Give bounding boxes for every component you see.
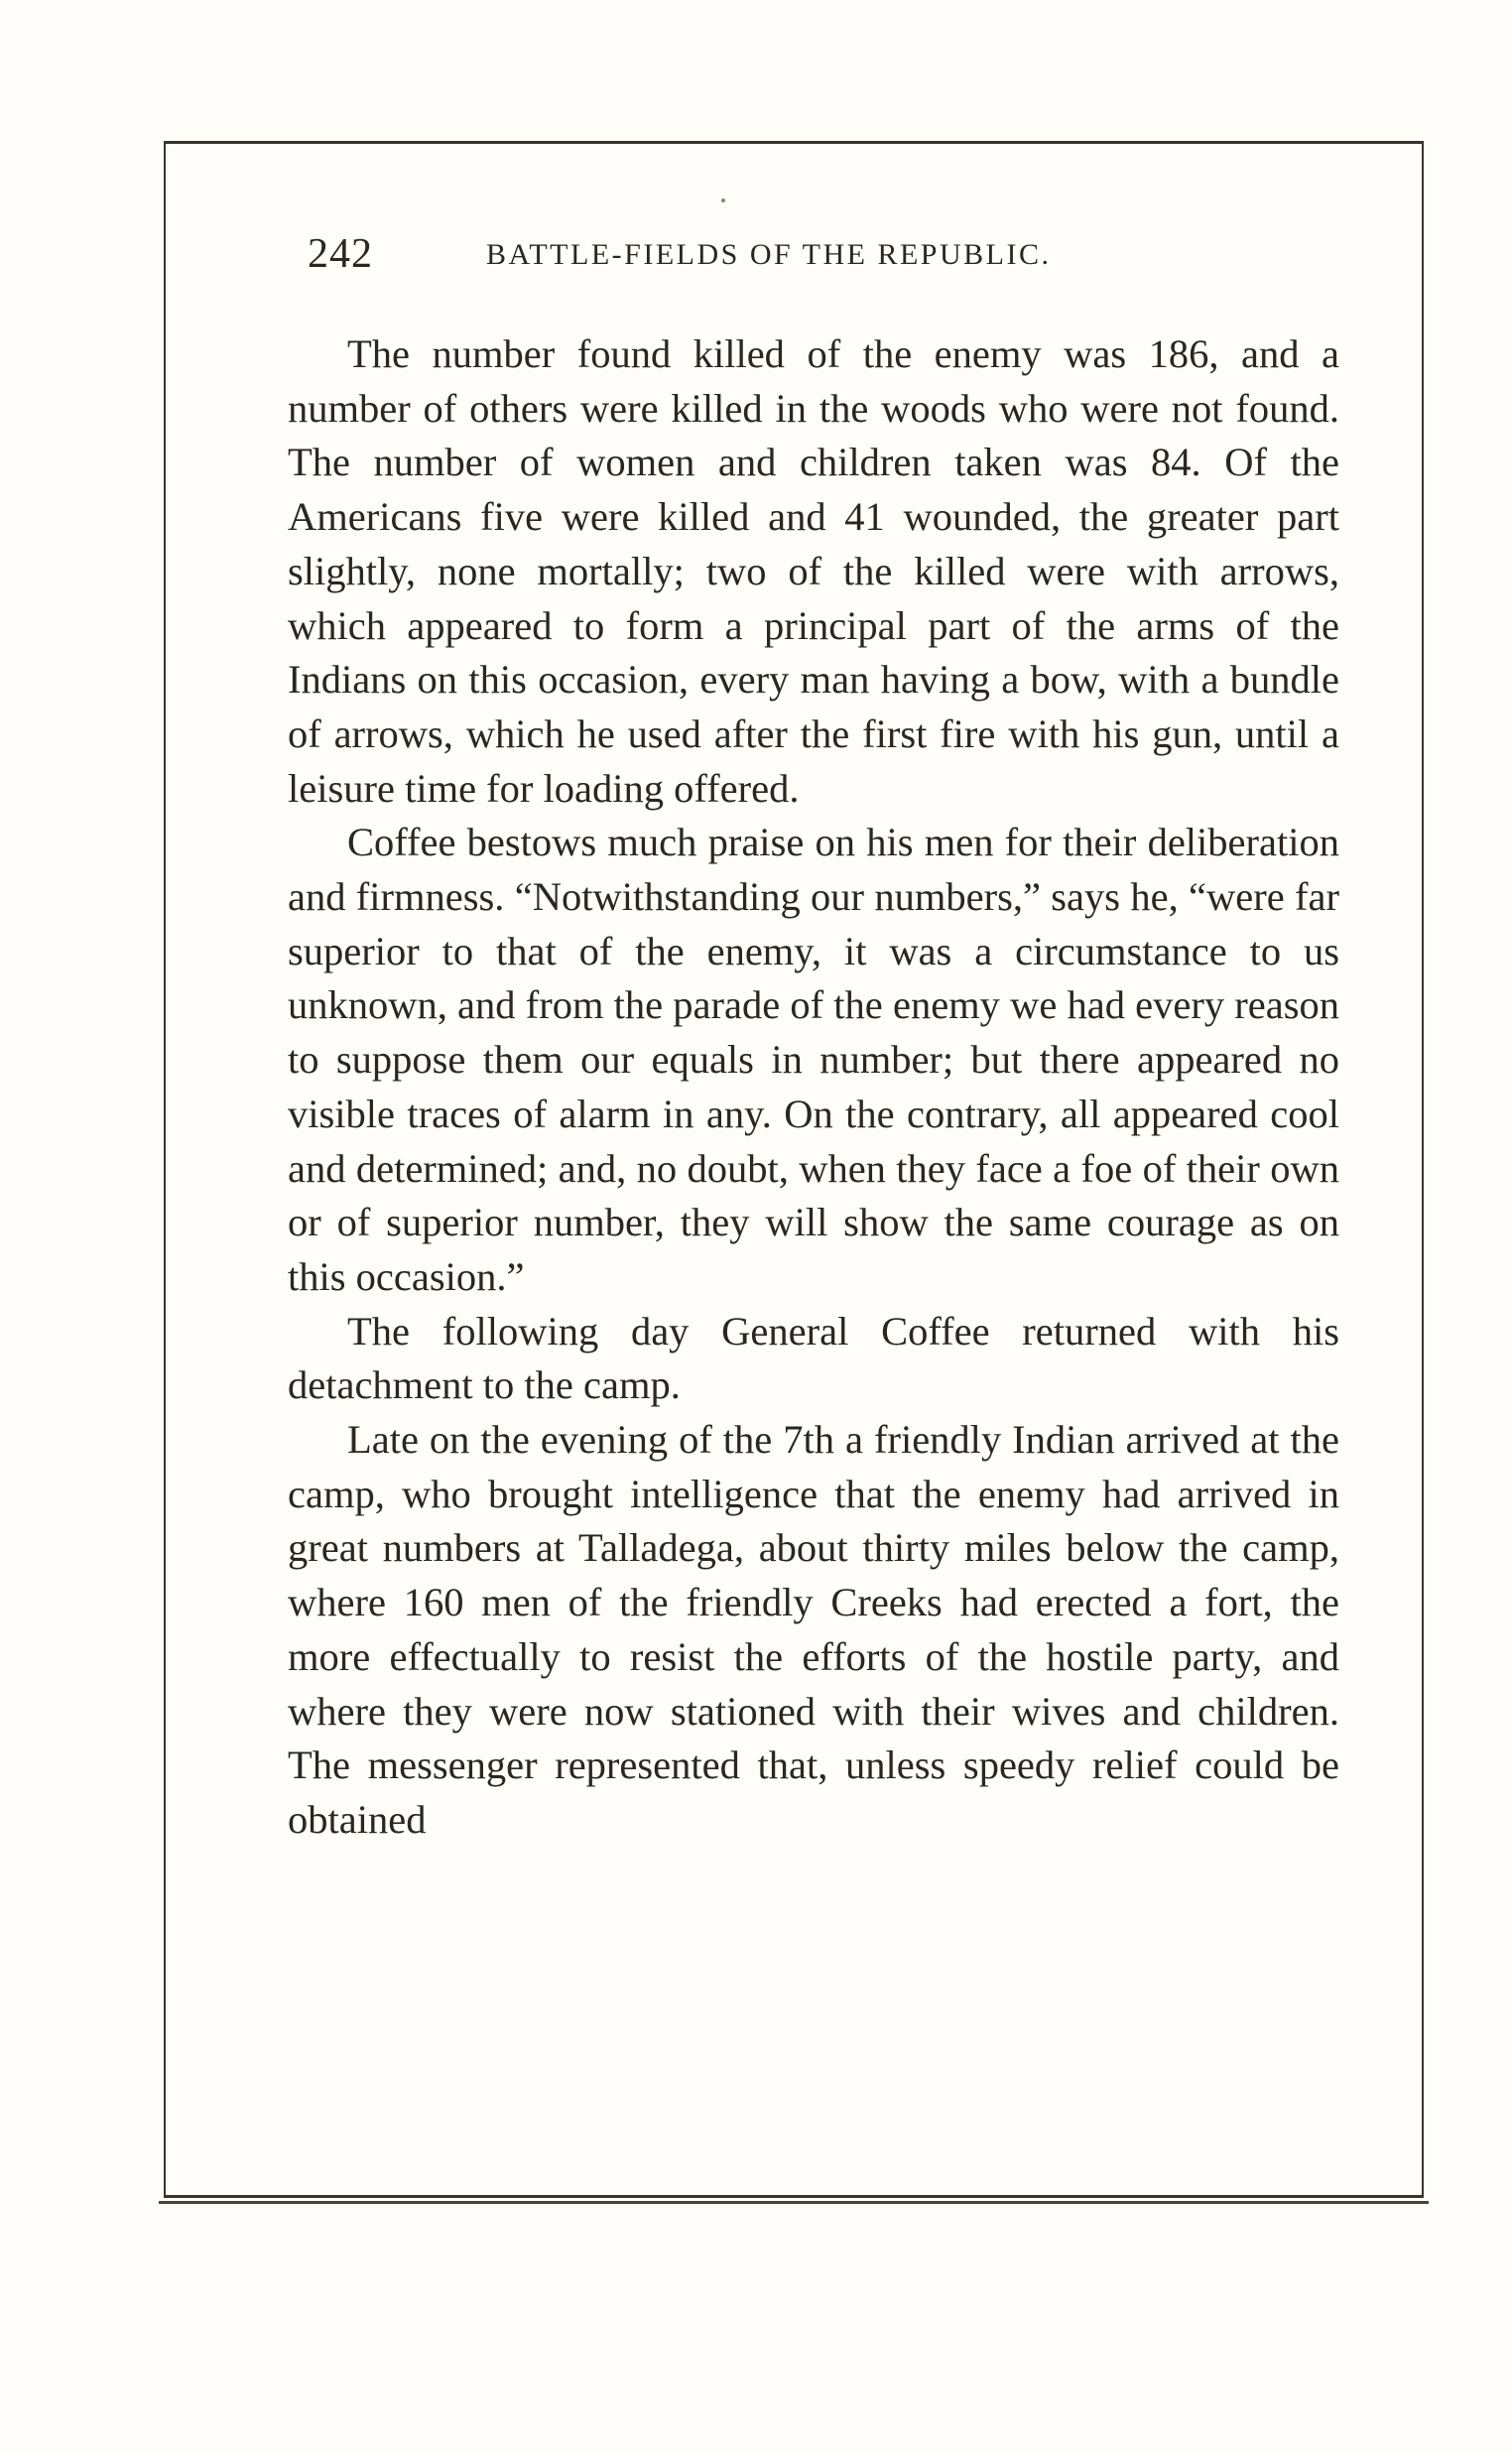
paragraph-3: The following day General Coffee returned with his detachment to the camp. [288, 1308, 1339, 1408]
print-speck [721, 198, 725, 202]
page-number: 242 [308, 231, 373, 277]
paragraph-2: Coffee bestows much praise on his men for their deliberation and firmness. “Notwithstanding our numbers,” says he, “were far superior to that of the enemy, it was a circumstance to us unknown, and from the parade of the enemy we had every reason to suppose them our equals in number; but there appeared no visible traces of alarm in any. On the contrary, all appeared cool and determined; and, no doubt, when they face a foe of their own or of superior number, they will show the same courage as on this occasion.” [288, 820, 1339, 1299]
body-text [288, 327, 1339, 1848]
paragraph-1: The number found killed of the enemy was 186, and a number of others were killed in the woods who were not found. The number of women and children taken was 84. Of the Americans five were killed and 41 wounded, the greater part slightly, none mortally; two of the killed were with arrows, which appeared to form a principal part of the arms of the Indians on this occasion, every man having a bow, with a bundle of arrows, which he used after the first fire with his gun, until a leisure time for loading offered. [288, 331, 1339, 811]
running-head: BATTLE-FIELDS OF THE REPUBLIC. [486, 238, 1052, 271]
page-header [308, 230, 1171, 290]
paragraph-4: Late on the evening of the 7th a friendly Indian arrived at the camp, who brought intelligence that the enemy had arrived in great numbers at Talladega, about thirty miles below the camp, where 160 men of the friendly Creeks had erected a fort, the more effectually to resist the efforts of the hostile party, and where they were now stationed with their wives and children. The messenger represented that, unless speedy relief could be obtained [288, 1417, 1339, 1842]
page-border-bottom-rule [159, 2201, 1429, 2204]
